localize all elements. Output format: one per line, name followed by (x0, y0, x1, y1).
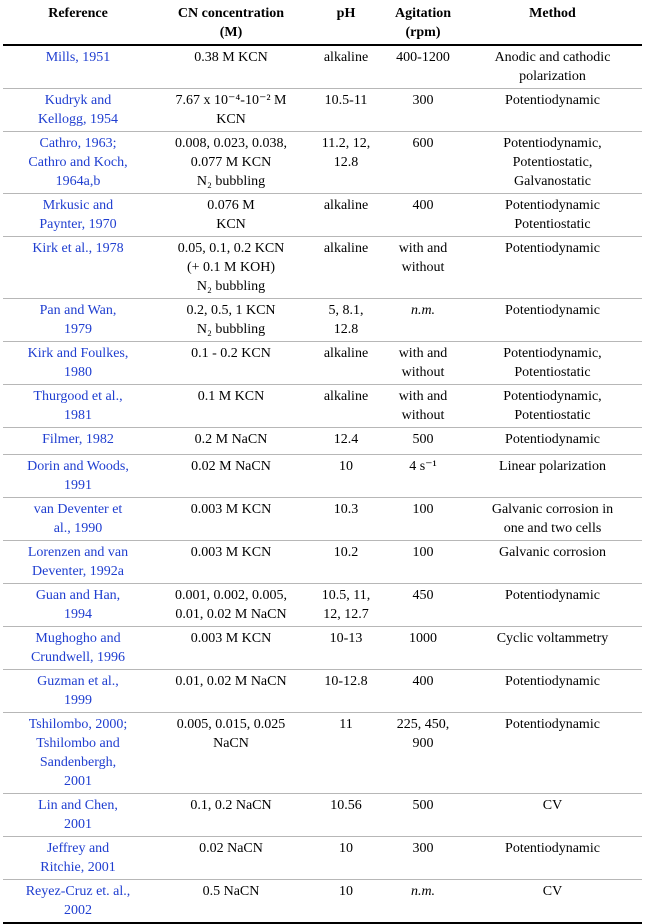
table-row (3, 132, 642, 194)
reference-cell (3, 132, 153, 194)
cn-concentration-line: 0.1 - 0.2 KCN (191, 346, 271, 361)
method-line: Potentiodynamic (505, 432, 600, 447)
ph-line: 10-12.8 (324, 674, 368, 689)
reference-line: 2001 (64, 774, 92, 789)
reference-line: 1979 (64, 322, 92, 337)
cn-concentration-line: 0.003 M KCN (190, 631, 272, 646)
agitation-line: with and (398, 389, 448, 404)
reference-line: Filmer, 1982 (42, 432, 114, 447)
agitation-cell (383, 541, 463, 584)
ph-cell (309, 237, 383, 299)
agitation-cell (383, 455, 463, 498)
method-cell (463, 713, 642, 794)
agitation-cell (383, 880, 463, 924)
reference-cell (3, 45, 153, 89)
method-cell (463, 89, 642, 132)
method-line: Galvanostatic (514, 174, 591, 189)
cn-concentration-line: 0.02 NaCN (199, 841, 263, 856)
cn-concentration-line: 0.1, 0.2 NaCN (190, 798, 272, 813)
reference-cell (3, 880, 153, 924)
method-cell (463, 385, 642, 428)
method-line: Potentiodynamic (505, 674, 600, 689)
reference-line: 1981 (64, 408, 92, 423)
reference-line: Lorenzen and van (27, 545, 129, 560)
table-row (3, 342, 642, 385)
cn-concentration-cell (153, 428, 309, 455)
ph-cell (309, 794, 383, 837)
ph-line: 10 (339, 841, 353, 856)
method-line: Potentiodynamic (505, 717, 600, 732)
header-line: (M) (219, 25, 243, 40)
agitation-cell (383, 89, 463, 132)
cn-concentration-cell (153, 880, 309, 924)
cn-concentration-line: 0.01, 0.02 M NaCN (175, 674, 287, 689)
reference-line: Cathro and Koch, (28, 155, 128, 170)
reference-line: Tshilombo and (36, 736, 120, 751)
method-line: Potentiodynamic, (503, 389, 602, 404)
ph-line: 10.56 (330, 798, 362, 813)
ph-line: 12, 12.7 (323, 607, 369, 622)
cn-concentration-cell (153, 194, 309, 237)
agitation-line: without (401, 408, 445, 423)
ph-line: 11 (339, 717, 353, 732)
reference-line: Kellogg, 1954 (37, 112, 119, 127)
method-line: Potentiodynamic, (503, 136, 602, 151)
cn-concentration-cell (153, 455, 309, 498)
reference-cell (3, 237, 153, 299)
header-line: CN concentration (177, 6, 285, 21)
cn-concentration-line: 0.001, 0.002, 0.005, (175, 588, 287, 603)
agitation-line: with and (398, 241, 448, 256)
cn-concentration-line: N₂ bubbling (196, 174, 266, 189)
cn-concentration-line: 0.38 M KCN (194, 50, 268, 65)
ph-line: alkaline (323, 198, 369, 213)
reference-line: Deventer, 1992a (32, 564, 124, 579)
method-line: Potentiostatic (514, 408, 591, 423)
ph-line: 10.5-11 (324, 93, 368, 108)
ph-line: 12.8 (333, 322, 359, 337)
cn-concentration-line: 0.2 M NaCN (194, 432, 268, 447)
agitation-cell (383, 299, 463, 342)
agitation-cell (383, 237, 463, 299)
agitation-cell (383, 194, 463, 237)
reference-line: Reyez-Cruz et. al., (25, 884, 131, 899)
method-line: Potentiodynamic (505, 303, 600, 318)
cn-concentration-line: 0.02 M NaCN (191, 459, 271, 474)
reference-line: Mrkusic and (42, 198, 114, 213)
ph-cell (309, 45, 383, 89)
agitation-line: 100 (412, 502, 434, 517)
reference-cell (3, 299, 153, 342)
method-cell (463, 498, 642, 541)
reference-line: Guan and Han, (35, 588, 121, 603)
agitation-cell (383, 627, 463, 670)
reference-line: 1980 (64, 365, 92, 380)
method-cell (463, 342, 642, 385)
table-body (3, 45, 642, 923)
cn-concentration-line: N₂ bubbling (196, 322, 266, 337)
agitation-line: 400-1200 (396, 50, 450, 65)
cn-concentration-line: 0.5 NaCN (202, 884, 260, 899)
table-row (3, 837, 642, 880)
ph-line: 5, 8.1, (328, 303, 364, 318)
agitation-line: 450 (412, 588, 434, 603)
method-cell (463, 132, 642, 194)
reference-cell (3, 794, 153, 837)
agitation-line: 300 (412, 93, 434, 108)
reference-line: al., 1990 (53, 521, 103, 536)
reference-line: Dorin and Woods, (27, 459, 129, 474)
agitation-line: 900 (412, 736, 434, 751)
method-line: CV (542, 798, 563, 813)
reference-cell (3, 584, 153, 627)
cn-concentration-line: 0.2, 0.5, 1 KCN (186, 303, 276, 318)
agitation-line: 4 s⁻¹ (409, 459, 437, 474)
page (3, 0, 642, 924)
table-row (3, 45, 642, 89)
table-row (3, 428, 642, 455)
table-header (3, 0, 642, 45)
ph-line: 10.5, 11, (321, 588, 371, 603)
cn-concentration-cell (153, 713, 309, 794)
header-row (3, 0, 642, 45)
cn-concentration-cell (153, 385, 309, 428)
agitation-line: 400 (412, 198, 434, 213)
header-line: Reference (48, 6, 108, 21)
ph-cell (309, 132, 383, 194)
table-row (3, 584, 642, 627)
agitation-cell (383, 713, 463, 794)
reference-line: Crundwell, 1996 (30, 650, 126, 665)
reference-line: Kirk et al., 1978 (32, 241, 124, 256)
cn-concentration-cell (153, 299, 309, 342)
ph-line: 10.2 (333, 545, 359, 560)
method-line: Potentiodynamic, (503, 346, 602, 361)
cn-concentration-cell (153, 670, 309, 713)
cn-concentration-line: 0.005, 0.015, 0.025 (176, 717, 286, 732)
method-cell (463, 455, 642, 498)
cn-concentration-line: NaCN (213, 736, 249, 751)
ph-cell (309, 299, 383, 342)
method-line: Potentiostatic (514, 217, 591, 232)
reference-cell (3, 837, 153, 880)
cn-concentration-line: 0.077 M KCN (190, 155, 272, 170)
agitation-line: with and (398, 346, 448, 361)
cn-concentration-cell (153, 237, 309, 299)
cn-concentration-line: (+ 0.1 M KOH) (187, 260, 275, 275)
reference-cell (3, 498, 153, 541)
method-line: Potentiostatic, (512, 155, 593, 170)
cn-concentration-line: 7.67 x 10⁻⁴-10⁻² M (175, 93, 287, 108)
reference-line: 2002 (64, 903, 92, 918)
reference-cell (3, 541, 153, 584)
ph-line: 10 (339, 884, 353, 899)
header-reference (3, 0, 153, 45)
method-cell (463, 45, 642, 89)
ph-cell (309, 541, 383, 584)
agitation-line: 300 (412, 841, 434, 856)
table-row (3, 880, 642, 924)
ph-cell (309, 498, 383, 541)
ph-cell (309, 342, 383, 385)
method-line: Anodic and cathodic (494, 50, 611, 65)
ph-line: 12.8 (333, 155, 359, 170)
reference-line: Lin and Chen, (38, 798, 118, 813)
reference-cell (3, 385, 153, 428)
cn-concentration-cell (153, 132, 309, 194)
agitation-cell (383, 428, 463, 455)
agitation-cell (383, 837, 463, 880)
reference-line: 1999 (64, 693, 92, 708)
cn-concentration-line: 0.1 M KCN (197, 389, 265, 404)
method-line: CV (542, 884, 563, 899)
agitation-line: 600 (412, 136, 434, 151)
reference-cell (3, 713, 153, 794)
method-cell (463, 627, 642, 670)
header-cn-concentration (153, 0, 309, 45)
agitation-line: 100 (412, 545, 434, 560)
table-row (3, 299, 642, 342)
table-row (3, 498, 642, 541)
reference-line: Ritchie, 2001 (40, 860, 116, 875)
ph-cell (309, 627, 383, 670)
agitation-cell (383, 342, 463, 385)
reference-cell (3, 342, 153, 385)
cn-concentration-cell (153, 498, 309, 541)
agitation-cell (383, 132, 463, 194)
agitation-line: 400 (412, 674, 434, 689)
cn-concentration-line: KCN (216, 112, 246, 127)
reference-line: 2001 (64, 817, 92, 832)
cn-concentration-cell (153, 342, 309, 385)
ph-line: alkaline (323, 389, 369, 404)
method-line: Galvanic corrosion in (491, 502, 614, 517)
ph-line: 10-13 (329, 631, 363, 646)
reference-line: 1964a,b (55, 174, 101, 189)
cn-concentration-line: 0.076 M (207, 198, 255, 213)
method-line: Potentiodynamic (505, 241, 600, 256)
method-line: Linear polarization (499, 459, 606, 474)
method-line: Potentiodynamic (505, 198, 600, 213)
header-line: Method (529, 6, 576, 21)
agitation-line: 500 (412, 798, 434, 813)
table-row (3, 89, 642, 132)
cn-concentration-line: N₂ bubbling (196, 279, 266, 294)
ph-cell (309, 385, 383, 428)
header-line: pH (336, 6, 356, 21)
agitation-line: 1000 (409, 631, 437, 646)
cn-concentration-cell (153, 45, 309, 89)
reference-line: Sandenbergh, (39, 755, 117, 770)
table-row (3, 541, 642, 584)
reference-line: Thurgood et al., (33, 389, 123, 404)
header-line: (rpm) (405, 25, 441, 40)
agitation-cell (383, 670, 463, 713)
agitation-line: without (401, 365, 445, 380)
ph-line: alkaline (323, 241, 369, 256)
reference-line: 1994 (64, 607, 92, 622)
method-cell (463, 794, 642, 837)
table-row (3, 237, 642, 299)
method-line: Potentiodynamic (505, 841, 600, 856)
reference-line: Cathro, 1963; (39, 136, 117, 151)
cn-concentration-cell (153, 837, 309, 880)
reference-line: Tshilombo, 2000; (28, 717, 128, 732)
agitation-line: without (401, 260, 445, 275)
agitation-line: n.m. (410, 303, 436, 318)
reference-cell (3, 627, 153, 670)
method-cell (463, 237, 642, 299)
ph-line: 11.2, 12, (321, 136, 371, 151)
agitation-cell (383, 45, 463, 89)
literature-table (3, 0, 642, 924)
reference-line: Pan and Wan, (39, 303, 117, 318)
ph-cell (309, 837, 383, 880)
method-cell (463, 194, 642, 237)
reference-cell (3, 455, 153, 498)
reference-cell (3, 670, 153, 713)
agitation-cell (383, 385, 463, 428)
table-row (3, 670, 642, 713)
agitation-line: 500 (412, 432, 434, 447)
agitation-cell (383, 794, 463, 837)
method-line: Galvanic corrosion (499, 545, 606, 560)
ph-cell (309, 713, 383, 794)
reference-line: Kudryk and (44, 93, 112, 108)
cn-concentration-line: 0.008, 0.023, 0.038, (175, 136, 287, 151)
cn-concentration-line: 0.003 M KCN (190, 545, 272, 560)
method-cell (463, 837, 642, 880)
reference-line: Guzman et al., (37, 674, 119, 689)
method-line: Potentiodynamic (505, 588, 600, 603)
table-row (3, 194, 642, 237)
table-row (3, 455, 642, 498)
ph-cell (309, 89, 383, 132)
ph-cell (309, 584, 383, 627)
reference-cell (3, 194, 153, 237)
ph-line: alkaline (323, 346, 369, 361)
ph-cell (309, 880, 383, 924)
cn-concentration-cell (153, 89, 309, 132)
ph-line: 12.4 (333, 432, 359, 447)
method-line: Cyclic voltammetry (496, 631, 609, 646)
cn-concentration-cell (153, 584, 309, 627)
cn-concentration-line: 0.05, 0.1, 0.2 KCN (177, 241, 285, 256)
agitation-line: n.m. (410, 884, 436, 899)
table-row (3, 713, 642, 794)
reference-line: Mills, 1951 (45, 50, 111, 65)
agitation-cell (383, 498, 463, 541)
cn-concentration-line: 0.01, 0.02 M NaCN (175, 607, 287, 622)
ph-cell (309, 670, 383, 713)
cn-concentration-cell (153, 541, 309, 584)
table-row (3, 627, 642, 670)
reference-line: Jeffrey and (46, 841, 110, 856)
method-cell (463, 670, 642, 713)
method-line: one and two cells (503, 521, 602, 536)
ph-cell (309, 194, 383, 237)
cn-concentration-cell (153, 794, 309, 837)
reference-line: Kirk and Foulkes, (27, 346, 129, 361)
method-cell (463, 584, 642, 627)
method-line: Potentiodynamic (505, 93, 600, 108)
method-cell (463, 541, 642, 584)
reference-line: Mughogho and (35, 631, 121, 646)
cn-concentration-line: KCN (216, 217, 246, 232)
ph-line: 10 (339, 459, 353, 474)
ph-line: alkaline (323, 50, 369, 65)
method-line: polarization (519, 69, 586, 84)
method-cell (463, 428, 642, 455)
reference-cell (3, 428, 153, 455)
ph-cell (309, 455, 383, 498)
method-cell (463, 880, 642, 924)
method-line: Potentiostatic (514, 365, 591, 380)
ph-cell (309, 428, 383, 455)
ph-line: 10.3 (333, 502, 359, 517)
reference-cell (3, 89, 153, 132)
cn-concentration-cell (153, 627, 309, 670)
agitation-line: 225, 450, (396, 717, 450, 732)
header-method (463, 0, 642, 45)
table-row (3, 794, 642, 837)
method-cell (463, 299, 642, 342)
reference-line: Paynter, 1970 (39, 217, 117, 232)
table-row (3, 385, 642, 428)
reference-line: 1991 (64, 478, 92, 493)
reference-line: van Deventer et (33, 502, 123, 517)
cn-concentration-line: 0.003 M KCN (190, 502, 272, 517)
header-agitation (383, 0, 463, 45)
agitation-cell (383, 584, 463, 627)
header-line: Agitation (395, 6, 451, 21)
header-ph (309, 0, 383, 45)
